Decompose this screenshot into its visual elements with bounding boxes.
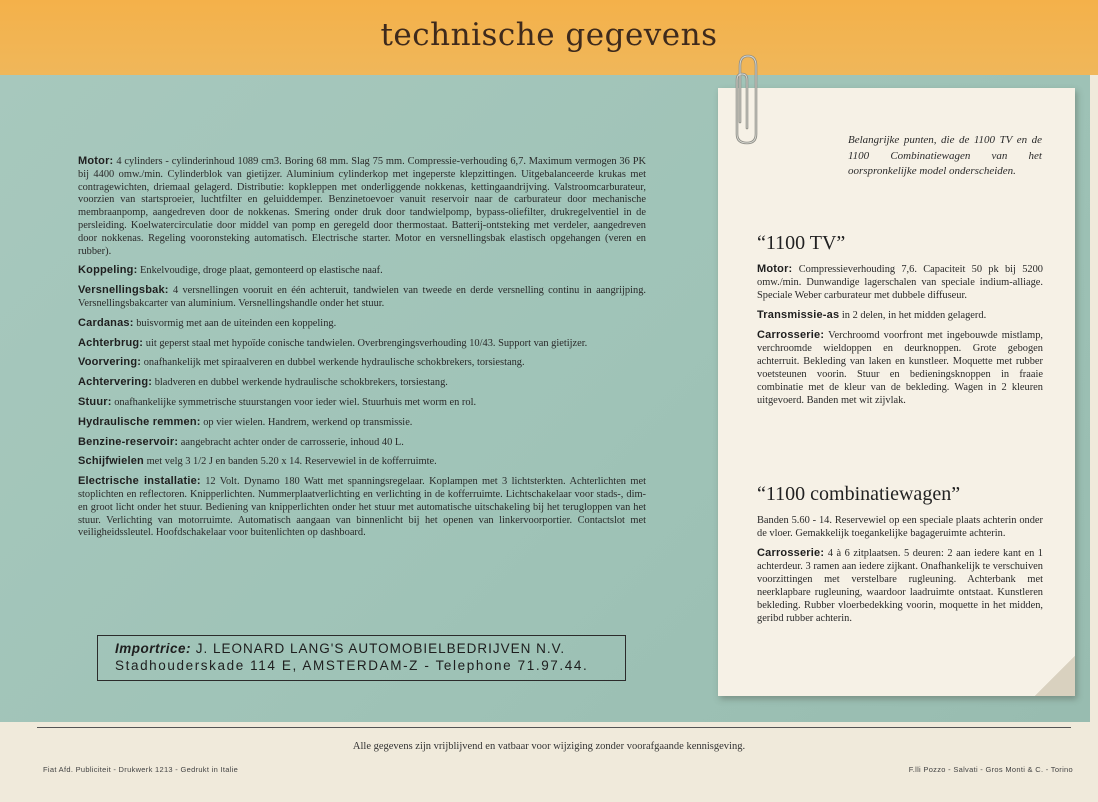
tv-spec-motor bbox=[757, 263, 1043, 302]
importer-address: Stadhouderskade 114 E, AMSTERDAM-Z - Telephone 71.97.44. bbox=[115, 658, 589, 673]
spec-label: Benzine-reservoir: bbox=[78, 435, 179, 448]
spec-achtervering bbox=[78, 376, 646, 390]
spec-text: 4 cylinders - cylinderinhoud 1089 cm3. Boring 68 mm. Slag 75 mm. Compressie-verhouding 6,7. Maximum vermogen 36 PK bij 4400 omw./min. Cylinderblok van gietijzer. Aluminium cylinderkop met ingeperste klepzittingen. Uitgebalanceerde krukas met contragewichten, driemaal gelagerd. Distributie: kopkleppen met onderliggende nokkenas, kettingaandrijving. Valstroomcarburateur, voorzien van startsproeier, luchtfilter en geluiddemper. Benzinetoevoer vanuit reservoir naar de carburateur door mechanische membraanpomp, aangedreven door de nokkenas. Smering onder druk door tandwielpomp, bypass-oliefilter, drukregelventiel in de persleiding. Koelwatercirculatie door middel van pomp en geregeld door thermostaat. Batterij-ontsteking met verdeler, aangedreven door nokkenas. Regeling vooronsteking automatisch. Electrische starter. Motor en versnellingsbak elastisch opgehangen (veren en rubber). bbox=[78, 156, 646, 257]
spec-text: buisvormig met aan de uiteinden een koppeling. bbox=[133, 317, 337, 329]
spec-achterbrug bbox=[78, 337, 646, 351]
spec-text: onafhankelijke symmetrische stuurstangen voor ieder wiel. Stuurhuis met worm en rol. bbox=[111, 396, 477, 408]
combi-spec-banden bbox=[757, 514, 1043, 540]
spec-label: Hydraulische remmen: bbox=[78, 415, 201, 428]
combi-specs bbox=[757, 514, 1043, 632]
spec-text: met velg 3 1/2 J en banden 5.20 x 14. Reservewiel in de kofferruimte. bbox=[143, 456, 437, 468]
spec-stuur bbox=[78, 396, 646, 410]
importer-label: Importrice: bbox=[115, 641, 192, 656]
paperclip-icon bbox=[731, 52, 763, 147]
tv-specs bbox=[757, 263, 1043, 414]
disclaimer: Alle gegevens zijn vrijblijvend en vatbaar voor wijziging zonder voorafgaande kennisgeving. bbox=[352, 741, 746, 752]
spec-label: Carrosserie: bbox=[757, 547, 825, 559]
spec-text: onafhankelijk met spiraalveren en dubbel werkende hydraulische schokbrekers, torsiestang. bbox=[141, 357, 525, 369]
spec-label: Achterbrug: bbox=[78, 336, 144, 349]
spec-benzine-reservoir bbox=[78, 436, 646, 450]
spec-label: Koppeling: bbox=[78, 264, 138, 277]
spec-label: Voorvering: bbox=[78, 356, 142, 369]
footer-divider bbox=[37, 727, 1071, 728]
combi-heading: “1100 combinatiewagen” bbox=[757, 483, 961, 505]
spec-column bbox=[78, 155, 646, 546]
spec-text: bladveren en dubbel werkende hydraulische schokbrekers, torsiestang. bbox=[152, 377, 448, 389]
spec-label: Stuur: bbox=[78, 395, 112, 408]
combi-spec-carrosserie bbox=[757, 547, 1043, 625]
importer-line bbox=[115, 641, 625, 656]
spec-label: Achtervering: bbox=[78, 376, 153, 389]
tv-spec-transmissie bbox=[757, 309, 1043, 322]
spec-text: 4 versnellingen vooruit en één achteruit, tandwielen van tweede en derde versnelling continu in aangrijping. Versnellingsbakcarter van aluminium. Versnellingshandle onder het stuur. bbox=[78, 285, 646, 309]
spec-text: uit geperst staal met hypoïde conische tandwielen. Overbrengingsverhouding 10/43. Support van gietijzer. bbox=[143, 337, 588, 349]
tv-heading: “1100 TV” bbox=[757, 232, 846, 254]
spec-label: Cardanas: bbox=[78, 316, 134, 329]
spec-label: Carrosserie: bbox=[757, 329, 825, 341]
printer-credit: Fiat Afd. Publiciteit - Drukwerk 1213 - Gedrukt in Italie bbox=[43, 765, 239, 774]
spec-koppeling bbox=[78, 264, 646, 278]
spec-schijfwielen bbox=[78, 455, 646, 469]
spec-label: Motor: bbox=[78, 155, 114, 167]
spec-label: Electrische installatie: bbox=[78, 475, 201, 488]
tv-spec-carrosserie bbox=[757, 329, 1043, 407]
spec-label: Versnellingsbak: bbox=[78, 284, 169, 297]
spec-cardanas bbox=[78, 317, 646, 331]
spec-text: Banden 5.60 - 14. Reservewiel op een speciale plaats achterin onder de vloer. Gemakkelijk toegankelijke bagageruimte achterin. bbox=[757, 515, 1043, 539]
importer-name: J. LEONARD LANG'S AUTOMOBIELBEDRIJVEN N.V. bbox=[191, 641, 566, 656]
importer-box bbox=[97, 635, 626, 681]
spec-text: aangebracht achter onder de carrosserie, inhoud 40 L. bbox=[178, 436, 404, 448]
spec-text: 12 Volt. Dynamo 180 Watt met spanningsregelaar. Koplampen met 3 lichtsterkten. Achterlichten met stoplichten en reflectoren. Knipperlichten. Nummerplaatverlichting en verlichting in de kofferruimte. Lichtschakelaar voor stads-, dim- en groot licht onder het stuur. Bediening van knipperlichten onder het stuur met automatische uitschakeling bij het terugloppen van het stuur. Verlichting van motorruimte. Automatisch aangaan van binnenlicht bij het openen van linkervoorportier. Contactslot met veiligheidssleutel. Hoofdschakelaar voor buitenlichten op dashboard. bbox=[78, 476, 646, 539]
spec-motor bbox=[78, 155, 646, 258]
card-intro: Belangrijke punten, die de 1100 TV en de 1100 Combinatiewagen van het oorspronkelijke model onderscheiden. bbox=[848, 134, 1042, 177]
spec-versnellingsbak bbox=[78, 284, 646, 311]
spec-voorvering bbox=[78, 356, 646, 370]
spec-text: 4 à 6 zitplaatsen. 5 deuren: 2 aan iedere kant en 1 achterdeur. 3 ramen aan iedere zijkant. Onafhankelijk te verschuiven voorzittingen met verstelbare rugleuning. Achterbank met neerklapbare rugleuning, waardoor laadruimte ontstaat. Kunstleren bekleding. Rubber vloerbedekking voorin, moquette in het midden, geribd rubber achterin. bbox=[757, 548, 1043, 624]
spec-label: Motor: bbox=[757, 263, 793, 275]
spec-electrische-installatie bbox=[78, 475, 646, 540]
publisher-credit: F.lli Pozzo - Salvati - Gros Monti & C. - Torino bbox=[908, 765, 1073, 774]
spec-remmen bbox=[78, 416, 646, 430]
spec-text: in 2 delen, in het midden gelagerd. bbox=[839, 310, 987, 321]
spec-label: Transmissie-as bbox=[757, 309, 840, 321]
page-title: technische gegevens bbox=[380, 17, 718, 53]
spec-text: Enkelvoudige, droge plaat, gemonteerd op elastische naaf. bbox=[137, 265, 383, 277]
spec-text: Verchroomd voorfront met ingebouwde mistlamp, verchroomde wieldoppen en deurknoppen. Grote gebogen achterruit. Bekleding van laken en kunstleer. Moquette met rubber voetsteunen voorin. Stuur en bedieningsknoppen in fraaie combinatie met de kleur van de bekleding. Wagen in 2 kleuren uitgevoerd. Banden met wit zijvlak. bbox=[757, 330, 1043, 406]
spec-text: Compressieverhouding 7,6. Capaciteit 50 pk bij 5200 omw./min. Dunwandige lagerschalen van speciale indium-alliage. Speciale Weber carburateur met dubbele diffuseur. bbox=[757, 264, 1043, 301]
spec-text: op vier wielen. Handrem, werkend op transmissie. bbox=[200, 416, 413, 428]
spec-label: Schijfwielen bbox=[78, 455, 144, 468]
